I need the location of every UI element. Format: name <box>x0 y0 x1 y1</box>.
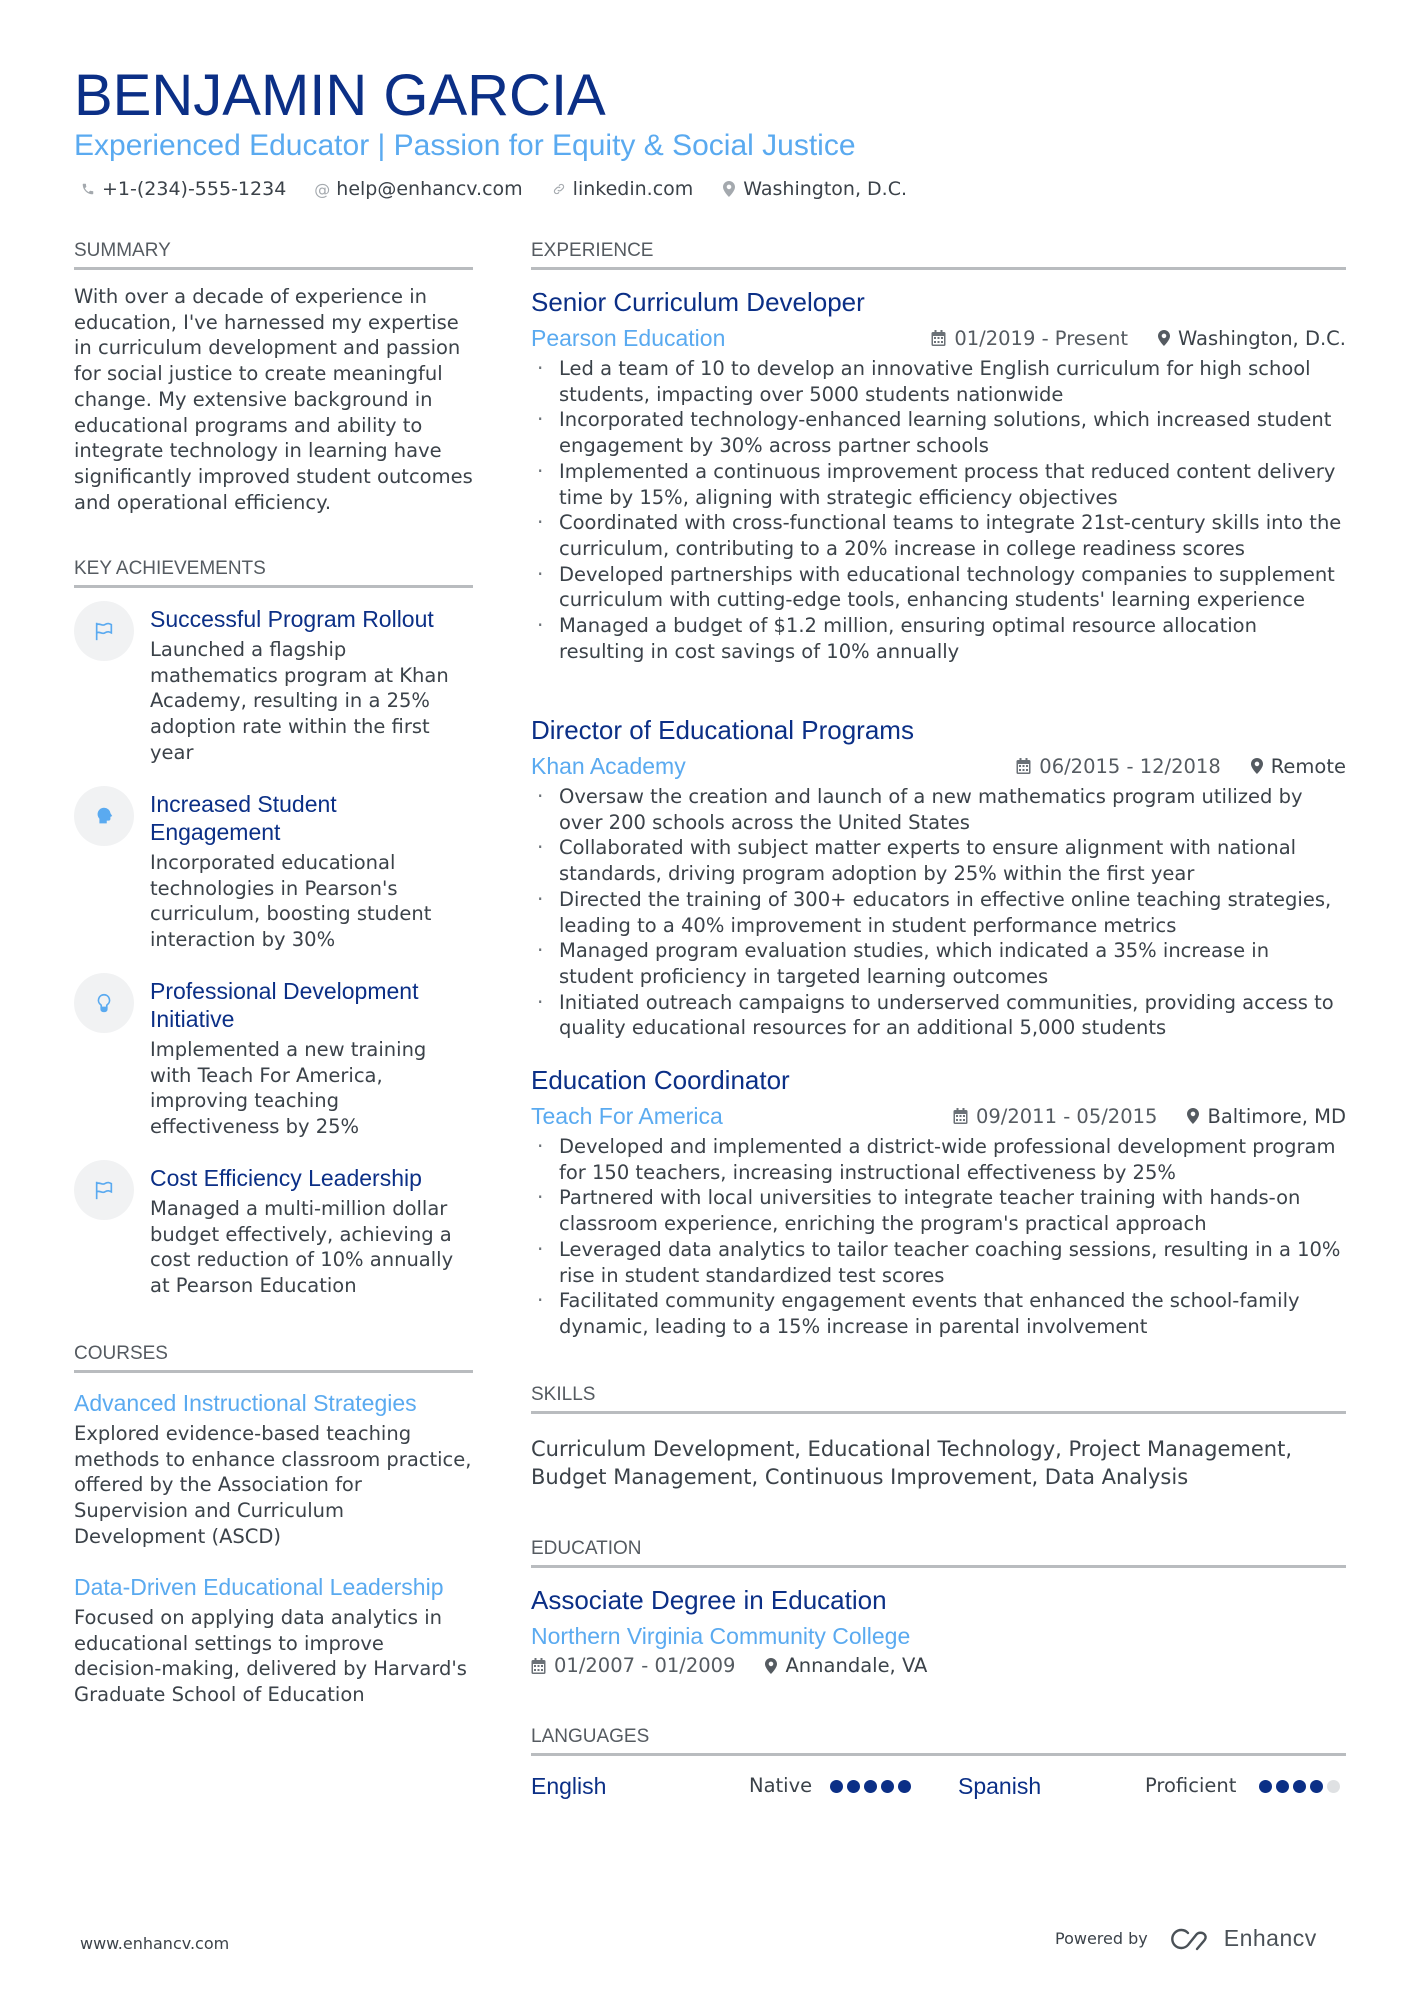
achievement-text: Launched a flagship mathematics program at Khan Academy, resulting in a 25% adoption rate within the first year <box>150 638 449 764</box>
dot-filled <box>1310 1780 1323 1793</box>
job-bullets <box>531 356 1346 664</box>
achievement-text: Managed a multi-million dollar budget effectively, achieving a cost reduction of 10% annually at Pearson Education <box>150 1197 454 1298</box>
job-location: Remote <box>1270 754 1346 778</box>
languages-heading: LANGUAGES <box>531 1726 1346 1756</box>
education-entry <box>531 1584 1346 1677</box>
achievement-item <box>74 790 473 953</box>
proficiency-dots <box>830 1780 911 1793</box>
achievement-text: Incorporated educational technologies in Pearson's curriculum, boosting student interaction by 30% <box>150 851 432 952</box>
bullet-item: · Led a team of 10 to develop an innovative English curriculum for high school students, impacting over 5000 students nationwide <box>531 356 1346 407</box>
contact-phone <box>80 178 286 200</box>
powered-by-label: Powered by <box>1055 1929 1148 1948</box>
job-location: Washington, D.C. <box>1177 326 1346 350</box>
job-bullets <box>531 784 1346 1041</box>
job-dates: 01/2019 - Present <box>954 326 1128 350</box>
bullet-item: · Directed the training of 300+ educators in effective online teaching strategies, leading to a 40% improvement in student performance metrics <box>531 887 1346 938</box>
brand-name: Enhancv <box>1223 1925 1317 1951</box>
achievement-title: Successful Program Rollout <box>150 606 434 632</box>
degree-title: Associate Degree in Education <box>531 1585 887 1615</box>
flag-icon <box>74 601 134 661</box>
course-text: Explored evidence-based teaching methods to enhance classroom practice, offered by the Association for Supervision and Curriculum Development (ASCD) <box>74 1422 472 1548</box>
job-location: Baltimore, MD <box>1207 1104 1346 1128</box>
school-name: Northern Virginia Community College <box>531 1623 911 1649</box>
dot-filled <box>1293 1780 1306 1793</box>
job-dates: 06/2015 - 12/2018 <box>1039 754 1221 778</box>
job-title: Education Coordinator <box>531 1065 790 1095</box>
location-pin-icon <box>1158 330 1170 346</box>
language-level: Proficient <box>1145 1774 1237 1797</box>
location-pin-icon <box>721 181 737 197</box>
location-text: Washington, D.C. <box>743 178 908 200</box>
bullet-item: · Collaborated with subject matter experts to ensure alignment with national standards, driving program adoption by 25% within the first year <box>531 835 1346 886</box>
contact-bar <box>80 178 907 200</box>
languages-list <box>531 1770 1346 1802</box>
course-item <box>74 1573 473 1708</box>
bullet-item: · Facilitated community engagement events that enhanced the school-family dynamic, leading to a 15% increase in parental involvement <box>531 1288 1346 1339</box>
flag-icon <box>74 1160 134 1220</box>
education-heading: EDUCATION <box>531 1538 1346 1568</box>
dot-filled <box>864 1780 877 1793</box>
bullet-item: · Leveraged data analytics to tailor teacher coaching sessions, resulting in a 10% rise in student standardized test scores <box>531 1237 1346 1288</box>
bullet-item: · Partnered with local universities to integrate teacher training with hands-on classroom experience, enriching the program's practical approach <box>531 1185 1346 1236</box>
footer-branding <box>1055 1925 1317 1952</box>
head-icon <box>74 786 134 846</box>
achievement-item <box>74 605 473 766</box>
achievement-title: Professional Development Initiative <box>150 978 419 1032</box>
achievement-item <box>74 977 473 1140</box>
achievement-text: Implemented a new training with Teach For America, improving teaching effectiveness by 25% <box>150 1038 427 1139</box>
contact-email <box>314 178 522 200</box>
link-icon <box>551 182 567 196</box>
location-pin-icon <box>1251 758 1263 774</box>
linkedin-text[interactable]: linkedin.com <box>572 178 694 200</box>
skills-text: Curriculum Development, Educational Technology, Project Management, Budget Management, Continuous Improvement, Data Analysis <box>531 1437 1293 1489</box>
courses-heading: COURSES <box>74 1343 473 1373</box>
language-name: English <box>531 1773 607 1799</box>
candidate-headline: Experienced Educator | Passion for Equity & Social Justice <box>74 129 856 162</box>
bullet-item: · Coordinated with cross-functional teams to integrate 21st-century skills into the curriculum, contributing to a 20% increase in college readiness scores <box>531 510 1346 561</box>
summary-text: With over a decade of experience in education, I've harnessed my expertise in curriculum development and passion for social justice to create meaningful change. My extensive background in educational programs and ability to integrate technology in learning have significantly improved student outcomes and operational efficiency. <box>74 285 473 514</box>
achievement-item <box>74 1164 473 1299</box>
lightbulb-icon <box>74 973 134 1033</box>
education-dates: 01/2007 - 01/2009 <box>554 1654 736 1677</box>
contact-linkedin <box>551 178 694 200</box>
achievement-title: Cost Efficiency Leadership <box>150 1165 422 1191</box>
language-name: Spanish <box>958 1773 1042 1799</box>
phone-text[interactable]: +1-(234)-555-1234 <box>102 178 287 200</box>
skills-heading: SKILLS <box>531 1384 1346 1414</box>
calendar-icon <box>1016 758 1031 774</box>
job-entry <box>531 1064 1346 1340</box>
experience-heading: EXPERIENCE <box>531 240 1346 270</box>
course-title: Data-Driven Educational Leadership <box>74 1574 444 1600</box>
bullet-item: · Implemented a continuous improvement process that reduced content delivery time by 15%, aligning with strategic efficiency objectives <box>531 459 1346 510</box>
enhancv-logo-icon <box>1170 1926 1216 1952</box>
summary-heading: SUMMARY <box>74 240 473 270</box>
candidate-name: BENJAMIN GARCIA <box>74 63 606 128</box>
dot-empty <box>1327 1780 1340 1793</box>
education-location: Annandale, VA <box>785 1654 928 1677</box>
bullet-item: · Incorporated technology-enhanced learning solutions, which increased student engagement by 30% across partner schools <box>531 407 1346 458</box>
company-name: Khan Academy <box>531 752 686 779</box>
calendar-icon <box>531 1658 546 1674</box>
language-level: Native <box>749 1774 813 1797</box>
calendar-icon <box>953 1108 968 1124</box>
job-entry <box>531 714 1346 1041</box>
bullet-item: · Developed and implemented a district-wide professional development program for 150 teachers, increasing instructional effectiveness by 25% <box>531 1134 1346 1185</box>
job-title: Senior Curriculum Developer <box>531 287 865 317</box>
at-icon: @ <box>314 179 331 199</box>
job-entry <box>531 286 1346 664</box>
contact-location <box>721 178 907 200</box>
company-name: Pearson Education <box>531 324 726 351</box>
course-item <box>74 1389 473 1550</box>
job-bullets <box>531 1134 1346 1340</box>
bullet-item: · Managed program evaluation studies, which indicated a 35% increase in student proficiency in targeted learning outcomes <box>531 938 1346 989</box>
bullet-item: · Oversaw the creation and launch of a new mathematics program utilized by over 200 schools across the United States <box>531 784 1346 835</box>
location-pin-icon <box>765 1658 777 1674</box>
proficiency-dots <box>1259 1780 1340 1793</box>
job-title: Director of Educational Programs <box>531 715 914 745</box>
bullet-item: · Managed a budget of $1.2 million, ensuring optimal resource allocation resulting in cost savings of 10% annually <box>531 613 1346 664</box>
dot-filled <box>830 1780 843 1793</box>
dot-filled <box>1276 1780 1289 1793</box>
course-text: Focused on applying data analytics in educational settings to improve decision-making, delivered by Harvard's Graduate School of Education <box>74 1606 467 1707</box>
dot-filled <box>898 1780 911 1793</box>
location-pin-icon <box>1187 1108 1199 1124</box>
calendar-icon <box>931 330 946 346</box>
dot-filled <box>881 1780 894 1793</box>
footer-website[interactable]: www.enhancv.com <box>80 1934 230 1953</box>
bullet-item: · Developed partnerships with educational technology companies to supplement curriculum with cutting-edge tools, enhancing students' learning experience <box>531 562 1346 613</box>
dot-filled <box>847 1780 860 1793</box>
dot-filled <box>1259 1780 1272 1793</box>
job-dates: 09/2011 - 05/2015 <box>975 1104 1158 1128</box>
bullet-item: · Initiated outreach campaigns to underserved communities, providing access to quality educational resources for an additional 5,000 students <box>531 990 1346 1041</box>
phone-icon <box>80 182 96 196</box>
course-title: Advanced Instructional Strategies <box>74 1390 417 1416</box>
company-name: Teach For America <box>531 1102 723 1129</box>
email-text[interactable]: help@enhancv.com <box>336 178 523 200</box>
enhancv-logo[interactable] <box>1170 1925 1317 1952</box>
achievements-heading: KEY ACHIEVEMENTS <box>74 558 473 588</box>
achievement-title: Increased Student Engagement <box>150 791 337 845</box>
